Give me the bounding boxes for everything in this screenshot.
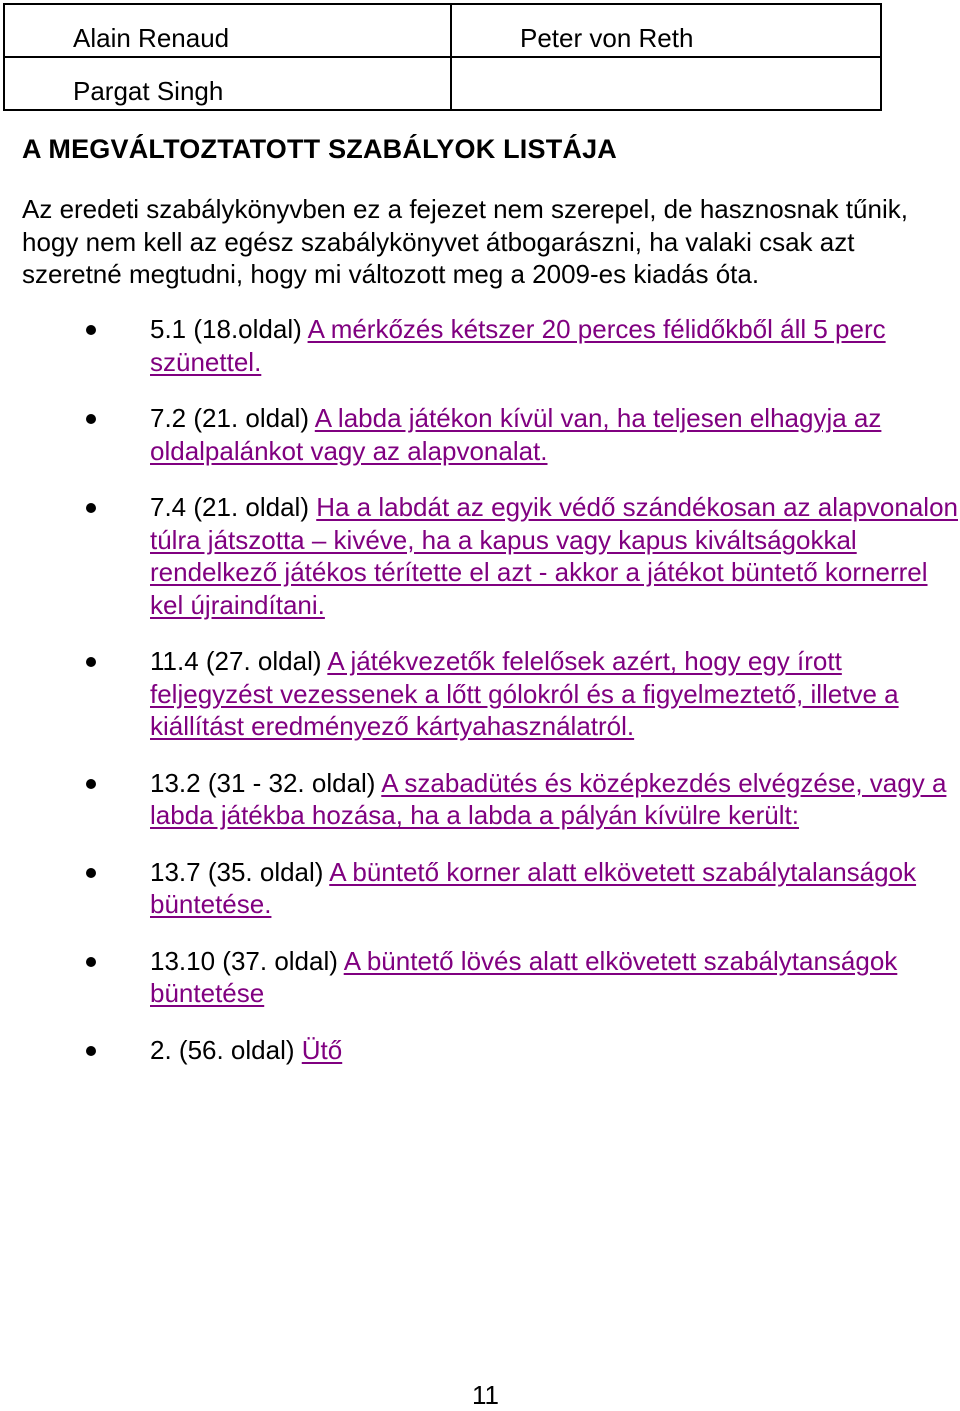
table-cell	[4, 57, 451, 110]
list-item	[0, 767, 960, 832]
rule-reference: 13.7 (35. oldal)	[150, 856, 330, 887]
table-row	[4, 57, 881, 110]
list-item	[0, 645, 960, 743]
rule-reference: 11.4 (27. oldal)	[150, 646, 328, 676]
rule-link[interactable]: A büntető lövés alatt elkövetett szabálytanságok büntetése	[150, 945, 898, 1008]
intro-paragraph: Az eredeti szabálykönyvben ez a fejezet nem szerepel, de hasznosnak tűnik, hogy nem kell az egész szabálykönyvet átbogarászni, ha valaki csak azt szeretné megtudni, hogy mi változott meg a 2009-es kiadás óta.	[22, 194, 908, 289]
rule-link[interactable]: A mérkőzés kétszer 20 perces félidőkből áll 5 perc szünettel.	[150, 314, 886, 377]
bullet-icon	[86, 503, 96, 513]
table-cell-empty	[451, 57, 881, 110]
list-item	[0, 491, 960, 621]
bullet-icon	[86, 1046, 96, 1056]
bullet-icon	[86, 414, 96, 424]
official-name	[520, 107, 880, 109]
list-item	[0, 402, 960, 467]
bullet-icon	[86, 657, 96, 667]
table-cell	[451, 4, 881, 57]
rule-link[interactable]: A büntető korner alatt elkövetett szabálytalanságok büntetése.	[150, 856, 917, 919]
rule-link[interactable]: A játékvezetők felelősek azért, hogy egy írott feljegyzést vezessenek a lőtt gólokról és a figyelmeztető, illetve a kiállítást eredményező kártyahasználatról.	[150, 646, 899, 741]
list-item	[0, 856, 960, 921]
rule-reference: 13.2 (31 - 32. oldal)	[150, 767, 382, 798]
page-number: 11	[472, 1380, 499, 1410]
official-name: Pargat Singh	[73, 76, 224, 106]
officials-table	[3, 3, 882, 111]
changed-rules-list	[0, 313, 960, 1090]
list-item	[0, 313, 960, 378]
rule-link[interactable]: A labda játékon kívül van, ha teljesen elhagyja az oldalpalánkot vagy az alapvonalat.	[150, 403, 882, 466]
list-item	[0, 945, 960, 1010]
rule-reference: 5.1 (18.oldal)	[150, 314, 308, 344]
rule-reference: 7.2 (21. oldal)	[150, 403, 315, 433]
rule-link[interactable]: Ha a labdát az egyik védő szándékosan az alapvonalon túlra játszotta – kivéve, ha a kapus vagy kapus kiváltságokkal rendelkező játékos térítette el azt - akkor a játékot büntető kornerrel kel újraindítani.	[150, 492, 958, 620]
table-cell	[4, 4, 451, 57]
rule-reference: 13.10 (37. oldal)	[150, 945, 344, 976]
rule-link[interactable]: A szabadütés és középkezdés elvégzése, vagy a labda játékba hozása, ha a labda a pályán kívülre került:	[150, 767, 947, 830]
rule-reference: 2. (56. oldal)	[150, 1034, 302, 1065]
bullet-icon	[86, 868, 96, 878]
rule-link[interactable]: Ütő	[301, 1034, 343, 1065]
bullet-icon	[86, 325, 96, 335]
list-item	[0, 1034, 960, 1067]
table-row	[4, 4, 881, 57]
bullet-icon	[86, 957, 96, 967]
page-heading: A MEGVÁLTOZTATOTT SZABÁLYOK LISTÁJA	[22, 134, 618, 164]
official-name: Alain Renaud	[73, 23, 230, 53]
official-name: Peter von Reth	[520, 23, 694, 53]
bullet-icon	[86, 779, 96, 789]
rule-reference: 7.4 (21. oldal)	[150, 492, 317, 522]
